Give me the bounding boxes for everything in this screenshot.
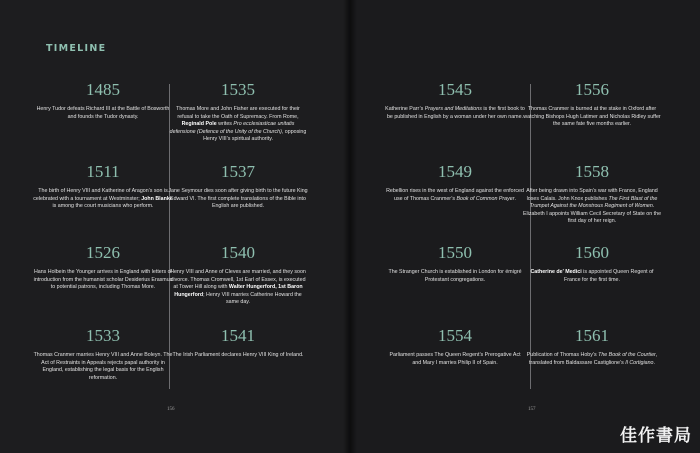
italic-title: Prayers and Meditations bbox=[424, 106, 482, 112]
timeline-entry bbox=[33, 80, 173, 121]
description-text: The Stranger Church is established in London for émigré Protestant congregations. bbox=[388, 269, 522, 283]
timeline-entry bbox=[385, 243, 525, 284]
entry-year: 1485 bbox=[86, 80, 120, 99]
entry-year: 1554 bbox=[438, 326, 472, 345]
entry-description bbox=[33, 352, 173, 382]
description-text: is among the court musicians who perform. bbox=[52, 203, 154, 210]
description-text: Rebellion rises in the west of England against the enforced use of Thomas Cranmer’s bbox=[386, 188, 524, 202]
entry-description bbox=[33, 106, 173, 121]
timeline-heading: TIMELINE bbox=[46, 43, 107, 54]
entry-year: 1549 bbox=[438, 162, 472, 181]
italic-title: Book of Common Prayer bbox=[456, 195, 515, 202]
timeline-entry bbox=[385, 326, 525, 367]
entry-year: 1526 bbox=[86, 243, 120, 262]
italic-title: Il Cortigiano bbox=[625, 359, 654, 366]
description-text: The birth of Henry VIII and Katherine of Aragon’s son is celebrated with a tournament at Westminster; bbox=[33, 188, 168, 202]
description-text: is the first book to be published in English by a woman under her own name. bbox=[386, 106, 525, 120]
entry-year: 1550 bbox=[438, 243, 472, 262]
description-text: Henry VIII and Anne of Cleves are married, and they soon divorce. Thomas Cromwell, 1st Earl of Essex, is executed at Tower Hill along with bbox=[170, 269, 306, 291]
entry-description bbox=[33, 269, 173, 292]
description-text: Parliament passes The Queen Regent’s Prerogative Act and Mary I marries Philip II of Spain. bbox=[389, 352, 521, 366]
timeline-entry bbox=[168, 80, 308, 144]
entry-description bbox=[522, 352, 662, 367]
timeline-entry bbox=[522, 243, 662, 284]
entry-description bbox=[522, 188, 662, 226]
entry-year: 1537 bbox=[221, 162, 255, 181]
italic-title: The Book of the Courtier bbox=[598, 352, 656, 358]
page-number-left: 156 bbox=[167, 407, 175, 412]
entry-description bbox=[168, 269, 308, 307]
description-text: . bbox=[653, 359, 655, 366]
timeline-entry bbox=[33, 162, 173, 211]
timeline-entry bbox=[522, 326, 662, 367]
bold-name: Reginald Pole bbox=[181, 121, 217, 128]
timeline-entry bbox=[385, 162, 525, 203]
timeline-entry bbox=[33, 326, 173, 382]
description-text: The Irish Parliament declares Henry VIII King of Ireland. bbox=[172, 352, 304, 358]
description-text: , translated from Baldassare Castiglione’s bbox=[529, 352, 658, 366]
entry-description bbox=[522, 269, 662, 284]
timeline-entry bbox=[33, 243, 173, 292]
entry-year: 1556 bbox=[575, 80, 609, 99]
description-text: Thomas Cranmer marries Henry VIII and Anne Boleyn. The Act of Restraints in Appeals rejects papal authority in England, establishing the legal basis for the English reformation. bbox=[33, 352, 173, 381]
entry-description bbox=[385, 188, 525, 203]
description-text: Thomas Cranmer is burned at the stake in Oxford after watching Bishops Hugh Latimer and Nicholas Ridley suffer the same fate five months earlier. bbox=[523, 106, 661, 128]
entry-description bbox=[385, 269, 525, 284]
entry-description bbox=[385, 106, 525, 121]
entry-year: 1558 bbox=[575, 162, 609, 181]
entry-year: 1533 bbox=[86, 326, 120, 345]
timeline-entry bbox=[522, 162, 662, 226]
description-text: Henry Tudor defeats Richard III at the Battle of Bosworth and founds the Tudor dynasty. bbox=[36, 106, 170, 120]
description-text: Publication of Thomas Hoby’s bbox=[526, 352, 599, 358]
timeline-entry bbox=[385, 80, 525, 121]
italic-title: The First Blast of the Trumpet Against the Monstrous Regiment of Women bbox=[529, 195, 658, 210]
description-text: . Elizabeth I appoints William Cecil Secretary of State on the first day of her reign. bbox=[522, 203, 662, 225]
timeline-entry bbox=[168, 326, 308, 360]
entry-description bbox=[33, 188, 173, 211]
description-text: Hans Holbein the Younger arrives in England with letters of introduction from the humanist scholar Desiderius Erasmus to potential patrons, including Thomas More. bbox=[33, 269, 173, 291]
watermark-logo: 佳作書局 bbox=[620, 426, 692, 446]
description-text: , opposing Henry VIII’s spiritual authority. bbox=[203, 128, 307, 143]
entry-description bbox=[168, 188, 308, 211]
right-page bbox=[350, 0, 700, 453]
entry-year: 1545 bbox=[438, 80, 472, 99]
description-text: After being drawn into Spain’s war with France, England loses Calais. John Knox publishes bbox=[526, 188, 658, 202]
entry-year: 1511 bbox=[86, 162, 120, 181]
entry-description bbox=[168, 106, 308, 144]
entry-description bbox=[168, 352, 308, 360]
description-text: . bbox=[514, 195, 516, 202]
timeline-entry bbox=[522, 80, 662, 129]
description-text: Jane Seymour dies soon after giving birth to the future King Edward VI. The first complete translations of the Bible into English are published. bbox=[168, 188, 308, 210]
bold-name: Walter Hungerford, 1st Baron Hungerford bbox=[174, 284, 303, 298]
description-text: writes bbox=[216, 121, 234, 128]
entry-description bbox=[522, 106, 662, 129]
entry-year: 1535 bbox=[221, 80, 255, 99]
timeline-entry bbox=[168, 162, 308, 211]
timeline-entry bbox=[168, 243, 308, 307]
entry-year: 1541 bbox=[221, 326, 255, 345]
description-text: Thomas More and John Fisher are executed for their refusal to take the Oath of Supremacy. From Rome, bbox=[176, 106, 300, 120]
italic-title: Pro ecclesiasticae unitatis defensione (Defence of the Unity of the Church) bbox=[169, 121, 295, 135]
bold-name: John Blanke bbox=[141, 195, 173, 202]
entry-year: 1540 bbox=[221, 243, 255, 262]
book-gutter bbox=[343, 0, 357, 453]
description-text: Katherine Parr’s bbox=[385, 106, 425, 112]
entry-description bbox=[385, 352, 525, 367]
entry-year: 1560 bbox=[575, 243, 609, 262]
page-number-right: 157 bbox=[528, 407, 536, 412]
entry-year: 1561 bbox=[575, 326, 609, 345]
description-text: ; Henry VIII marries Catherine Howard the same day. bbox=[203, 291, 302, 306]
description-text: is appointed Queen Regent of France for the first time. bbox=[564, 269, 654, 283]
bold-name: Catherine de’ Medici bbox=[530, 269, 582, 275]
